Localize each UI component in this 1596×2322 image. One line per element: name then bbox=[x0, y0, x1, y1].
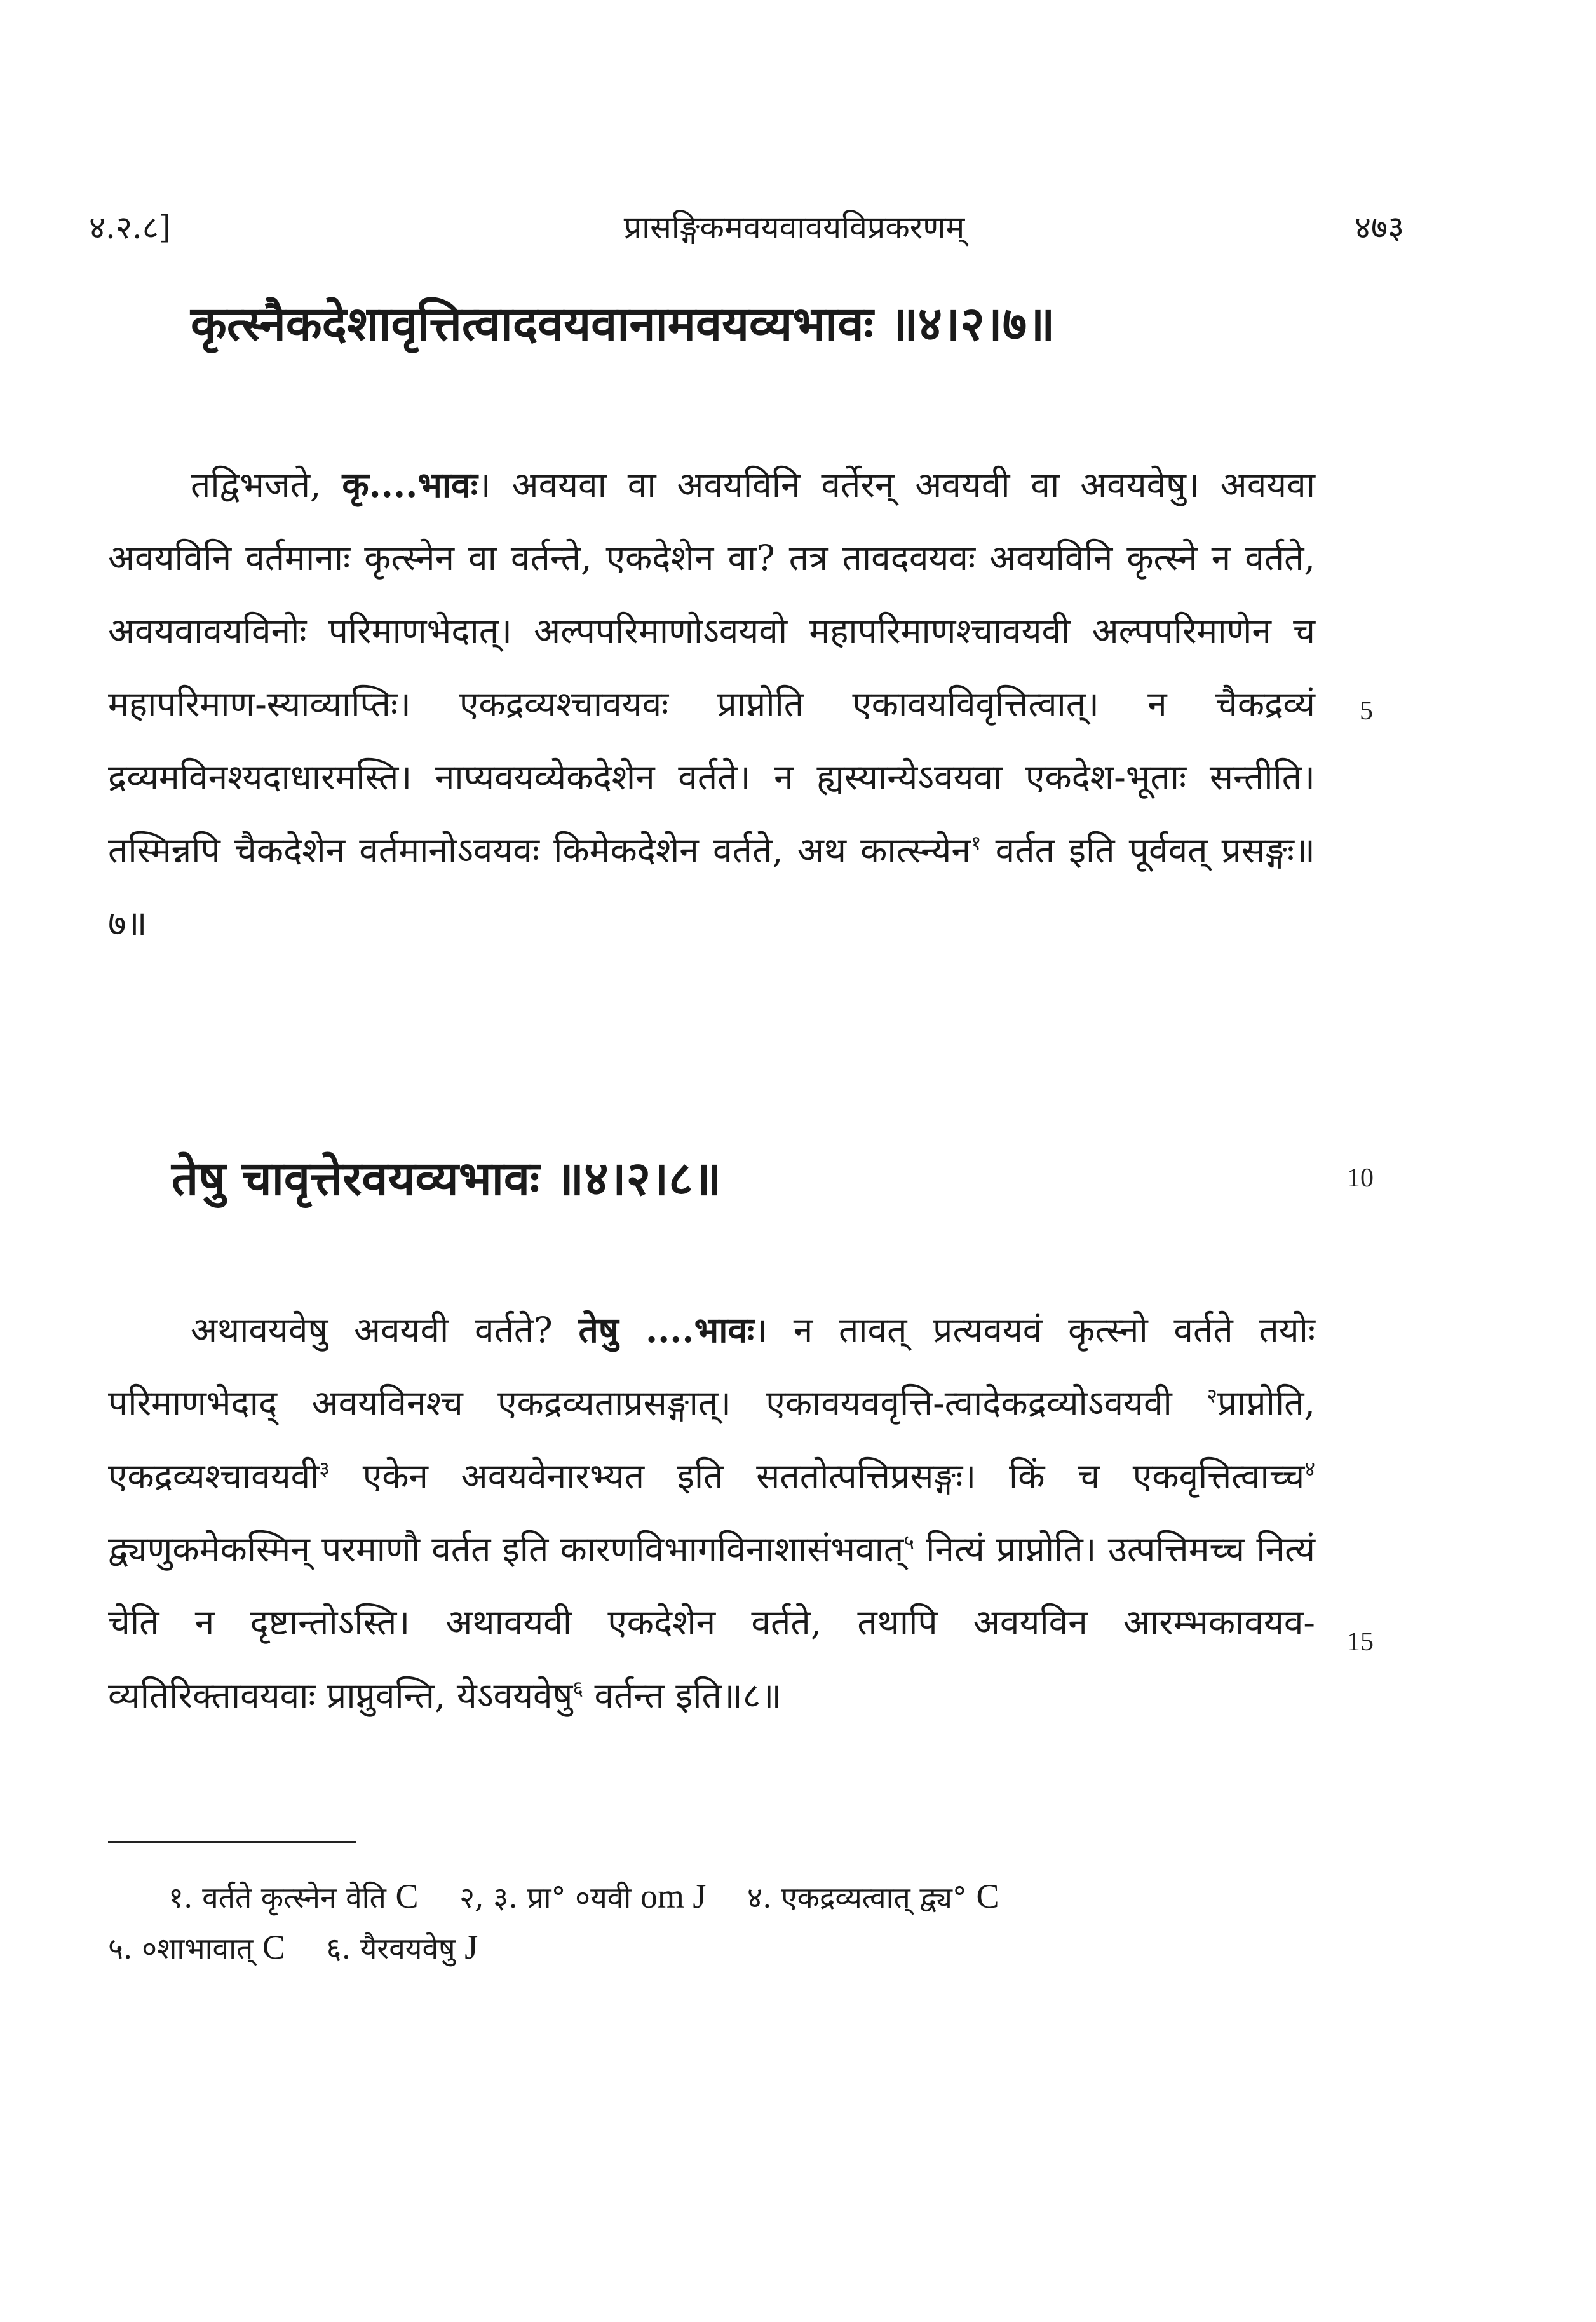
section-reference: ४.२.८] bbox=[89, 209, 172, 246]
paragraph-body-f: वर्तन्त इति॥८॥ bbox=[583, 1675, 782, 1716]
page-number: ४७३ bbox=[1355, 209, 1404, 246]
paragraph-body-d: द्व्यणुकमेकस्मिन् परमाणौ वर्तत इति कारणविभागविनाशासंभवात् bbox=[108, 1529, 904, 1570]
footnote-marker: ६ bbox=[572, 1676, 584, 1701]
sutra-heading-2: तेषु चावृत्तेरवयव्यभावः ॥४।२।८॥ bbox=[172, 1151, 721, 1206]
footnote-marker: ४ bbox=[1304, 1456, 1315, 1481]
footnote-text: ६. यैरवयवेषु bbox=[326, 1931, 456, 1966]
footnote-4 bbox=[747, 1871, 999, 1922]
manuscript-siglum: C bbox=[976, 1877, 999, 1915]
sutra-heading-1: कृत्स्नैकदेशावृत्तित्वादवयवानामवयव्यभावः ॥४।२।७॥ bbox=[191, 297, 1055, 351]
paragraph-body-c: एकेन अवयवेनारभ्यत इति सततोत्पत्तिप्रसङ्गः। किं च एकवृत्तित्वाच्च bbox=[330, 1456, 1305, 1497]
line-number: 10 bbox=[1347, 1164, 1374, 1193]
footnote-text: ५. ०शाभावात् bbox=[108, 1931, 254, 1966]
chapter-title: प्रासङ्गिकमवयवावयविप्रकरणम् bbox=[623, 209, 965, 246]
footnote-marker: ३ bbox=[319, 1456, 330, 1481]
manuscript-siglum: C bbox=[395, 1877, 419, 1915]
manuscript-siglum: C bbox=[262, 1928, 285, 1966]
paragraph-body-e: नित्यं प्राप्नोति। उत्पत्तिमच्च नित्यं चेति न दृष्टान्तोऽस्ति। अथावयवी एकदेशेन वर्तते, तथापि अवयविन आरम्भकावयव-व्यतिरिक्तावयवाः प्राप्नुवन्ति, येऽवयवेषु bbox=[108, 1529, 1315, 1716]
sutra-citation: कृ....भावः bbox=[342, 464, 478, 505]
footnote-marker: ५ bbox=[903, 1530, 914, 1554]
line-number: 5 bbox=[1360, 696, 1373, 726]
commentary-paragraph-1 bbox=[108, 448, 1315, 960]
paragraph-body: । अवयवा वा अवयविनि वर्तेरन् अवयवी वा अवयवेषु। अवयवा अवयविनि वर्तमानाः कृत्स्नेन वा वर्तन्ते, एकदेशेन वा? तत्र तावदवयवः अवयविनि कृत्स्ने न वर्तते, अवयवावयविनोः परिमाणभेदात्। अल्पपरिमाणोऽवयवो महापरिमाणश्चावयवी अल्पपरिमाणेन च महापरिमाण-स्याव्याप्तिः। एकद्रव्यश्चावयवः प्राप्नोति एकावयविवृत्तित्वात्। न चैकद्रव्यं द्रव्यमविनश्यदाधारमस्ति। नाप्यवयव्येकदेशेन वर्तते। न ह्यस्यान्येऽवयवा एकदेश-भूताः सन्तीति। तस्मिन्नपि चैकदेशेन वर्तमानोऽवयवः किमेकदेशेन वर्तते, अथ कात्स्न्येन bbox=[108, 465, 1315, 871]
line-number: 15 bbox=[1347, 1627, 1374, 1657]
paragraph-body-a: । न तावत् प्रत्यवयवं कृत्स्नो वर्तते तयोः परिमाणभेदाद् अवयविनश्च एकद्रव्यताप्रसङ्गात्। एकावयववृत्ति-त्वादेकद्रव्योऽवयवी bbox=[108, 1310, 1315, 1423]
manuscript-siglum: J bbox=[464, 1928, 478, 1966]
running-head bbox=[89, 202, 1499, 253]
footnote-marker: १ bbox=[970, 831, 982, 855]
footnote-row bbox=[108, 1922, 1379, 1973]
commentary-paragraph-2 bbox=[108, 1293, 1315, 1732]
footnote-text: १. वर्तते कृत्स्नेन वेति bbox=[168, 1880, 386, 1915]
paragraph-tail: वर्तत इति पूर्ववत् प्रसङ्गः॥७॥ bbox=[108, 830, 1315, 944]
footnote-2-3 bbox=[459, 1871, 706, 1922]
footnote-text: ४. एकद्रव्यत्वात् द्व्य° bbox=[747, 1880, 967, 1915]
footnote-marker: २ bbox=[1207, 1383, 1217, 1408]
paragraph-lead: अथावयवेषु अवयवी वर्तते? bbox=[191, 1310, 553, 1350]
footnote-1 bbox=[168, 1871, 418, 1922]
footnote-text: २, ३. प्रा° ०यवी bbox=[459, 1880, 632, 1915]
footnote-divider bbox=[108, 1841, 356, 1843]
footnote-5 bbox=[108, 1922, 285, 1973]
manuscript-siglum: om J bbox=[640, 1877, 707, 1915]
sutra-citation: तेषु ....भावः bbox=[578, 1309, 755, 1350]
footnote-row bbox=[108, 1871, 1379, 1922]
footnotes bbox=[108, 1871, 1379, 1973]
paragraph-body-b: प्राप्नोति, एकद्रव्यश्चावयवी bbox=[108, 1383, 1315, 1497]
footnote-6 bbox=[327, 1922, 478, 1973]
paragraph-lead: तद्विभजते, bbox=[191, 465, 321, 505]
